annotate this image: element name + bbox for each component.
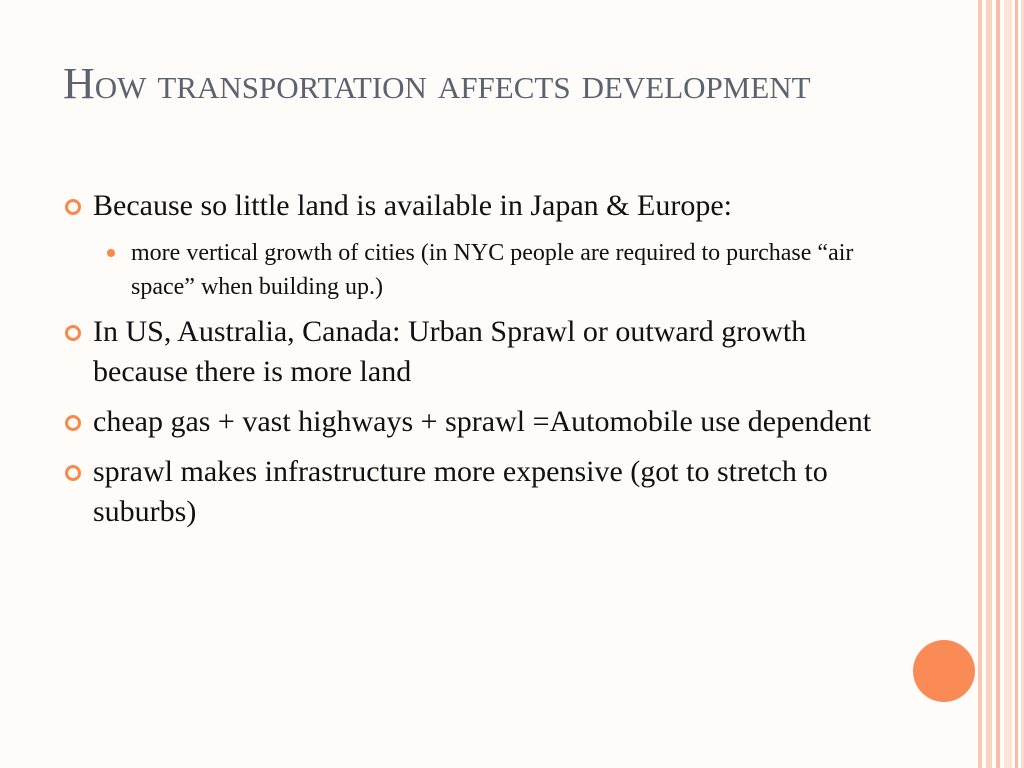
bullet-ring-icon [65,415,81,431]
bullet-text: cheap gas + vast highways + sprawl =Automobile use dependent [93,405,872,438]
decorative-stripe [996,0,1000,768]
sub-bullet-text: more vertical growth of cities (in NYC people are required to purchase “air space” when building up.) [131,240,854,300]
bullet-item [65,312,885,392]
bullet-dot-icon [107,249,115,257]
bullet-item [65,402,885,442]
bullet-text: In US, Australia, Canada: Urban Sprawl or outward growth because there is more land [93,315,807,388]
bullet-ring-icon [65,465,81,481]
decorative-stripe [1015,0,1018,768]
bullet-text: Because so little land is available in Japan & Europe: [93,189,732,222]
bullet-item [65,186,885,226]
sub-bullet-item [107,236,885,304]
bullet-item [65,452,885,532]
slide-content [65,186,885,542]
bullet-ring-icon [65,199,81,215]
decorative-stripe [1004,0,1012,768]
bullet-ring-icon [65,325,81,341]
bullet-text: sprawl makes infrastructure more expensive (got to stretch to suburbs) [93,455,828,528]
slide-title: How transportation affects development [63,59,811,108]
decorative-circle [913,640,975,702]
decorative-stripe [978,0,982,768]
decorative-stripe [986,0,992,768]
